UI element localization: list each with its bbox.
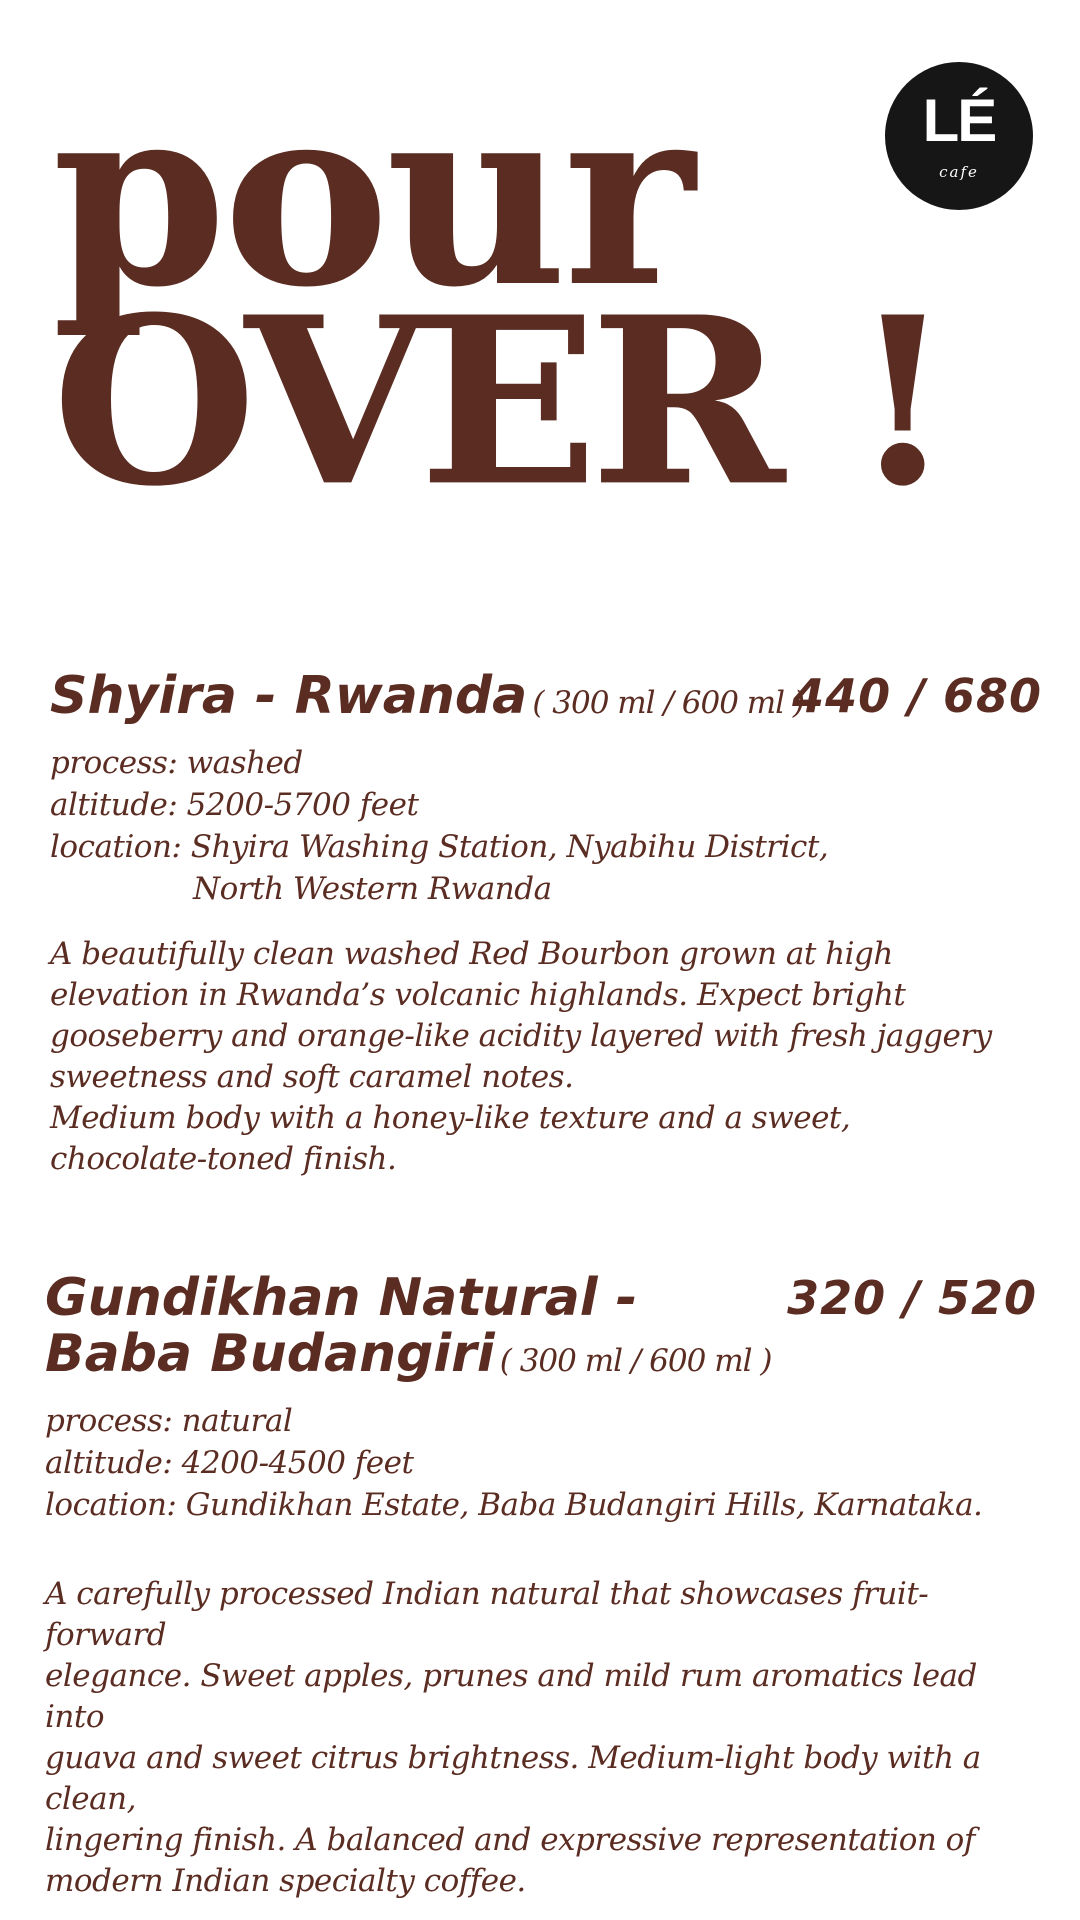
item-specs (45, 1400, 1045, 1526)
item-name: Gundikhan Natural - (45, 1268, 638, 1328)
description-line: lingering finish. A balanced and expressive representation of (45, 1822, 975, 1858)
item-specs (50, 742, 1050, 910)
description-line: A carefully processed Indian natural that showcases fruit-forward (45, 1576, 929, 1653)
item-process: process: washed (50, 745, 303, 781)
item-description (45, 1574, 1045, 1902)
item-price: 320 / 520 (787, 1271, 1037, 1325)
title-pour: pour (52, 48, 692, 342)
logo-subtext: cafe (939, 163, 979, 181)
item-header (45, 1270, 1045, 1382)
description-line: elegance. Sweet apples, prunes and mild rum aromatics lead into (45, 1658, 977, 1735)
description-line: gooseberry and orange-like acidity layered with fresh jaggery (50, 1018, 992, 1054)
item-altitude: altitude: 5200-5700 feet (50, 787, 419, 823)
description-line: modern Indian specialty coffee. (45, 1863, 526, 1899)
item-location: location: Gundikhan Estate, Baba Budangiri Hills, Karnataka. (45, 1487, 983, 1523)
description-line: Medium body with a honey-like texture and a sweet, (50, 1100, 851, 1136)
item-size: ( 300 ml / 600 ml ) (499, 1343, 772, 1379)
item-location-cont: North Western Rwanda (193, 871, 552, 907)
menu-item-shyira (50, 668, 1050, 1180)
title-over: OVER ! (52, 266, 947, 538)
item-location: location: Shyira Washing Station, Nyabihu District, (50, 829, 829, 865)
item-name-cont: Baba Budangiri (45, 1324, 495, 1384)
item-price: 440 / 680 (792, 669, 1042, 723)
description-line: chocolate-toned finish. (50, 1141, 397, 1177)
description-line: guava and sweet citrus brightness. Medium-light body with a clean, (45, 1740, 981, 1817)
item-size: ( 300 ml / 600 ml ) (532, 685, 805, 721)
description-line: A beautifully clean washed Red Bourbon grown at high (50, 936, 893, 972)
logo-text: LÉ (922, 87, 996, 154)
item-description (50, 934, 1050, 1180)
item-process: process: natural (45, 1403, 293, 1439)
cafe-logo (885, 62, 1033, 210)
menu-item-gundikhan (45, 1270, 1045, 1902)
description-line: elevation in Rwanda’s volcanic highlands. Expect bright (50, 977, 906, 1013)
description-line: sweetness and soft caramel notes. (50, 1059, 574, 1095)
item-name: Shyira - Rwanda (50, 666, 528, 726)
item-altitude: altitude: 4200-4500 feet (45, 1445, 414, 1481)
item-header (50, 668, 1050, 724)
